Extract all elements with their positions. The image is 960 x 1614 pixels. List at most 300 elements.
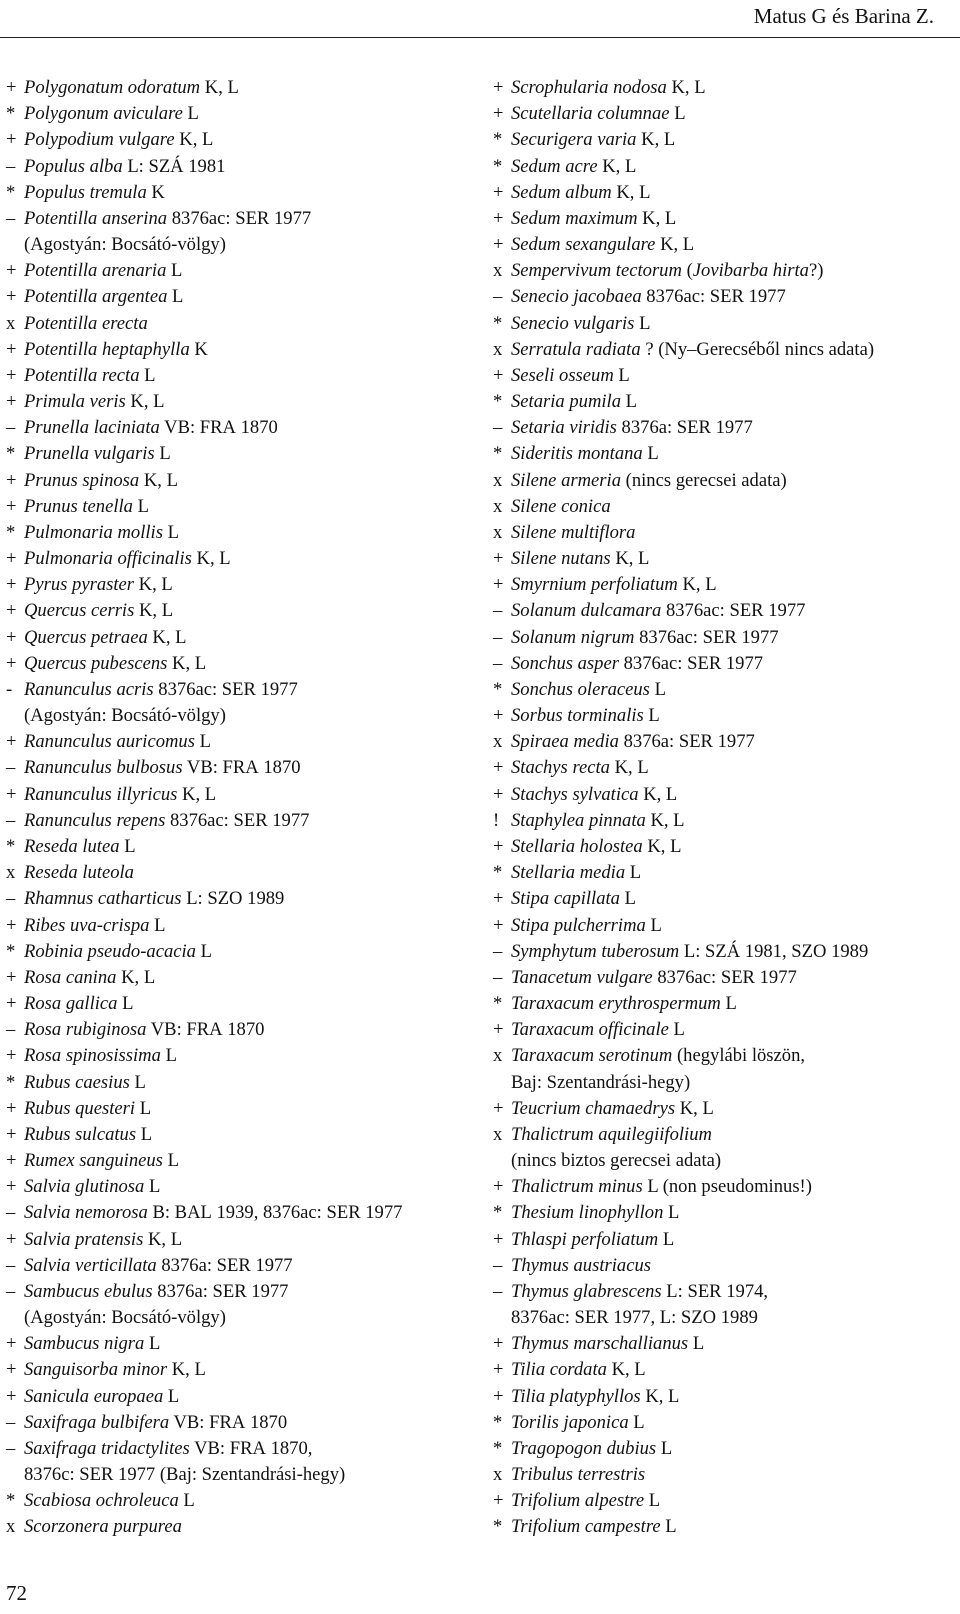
status-mark: + [493,574,504,596]
species-note: L [625,391,638,413]
species-entry [6,913,476,939]
running-head: Matus G és Barina Z. [753,4,934,28]
species-entry [493,232,953,258]
species-name: Sedum album [511,181,612,203]
species-name: Tilia platyphyllos [511,1385,641,1407]
status-mark: + [6,626,17,648]
entry-continuation [493,1148,953,1174]
species-note: L [673,1019,685,1041]
status-mark: – [493,940,503,962]
species-entry [6,1017,476,1043]
species-note: L [633,1411,645,1433]
species-note: L [660,1437,673,1459]
species-note: K, L [204,77,239,98]
status-mark: + [493,234,504,256]
species-entry [493,965,953,991]
species-entry [6,1410,476,1436]
status-mark: + [493,181,504,203]
species-name: Stipa pulcherrima [511,914,646,936]
species-note: K, L [143,469,178,491]
species-name: Stellaria media [511,862,626,884]
species-entry [6,886,476,912]
species-note: 8376ac: SER 1977 [657,966,797,988]
species-name: Sedum acre [511,155,598,177]
status-mark: – [493,1280,503,1302]
status-mark: x [493,731,503,753]
species-name: Stachys recta [511,757,610,779]
species-name: Quercus cerris [24,600,135,622]
species-note: VB: FRA 1870 [186,757,301,779]
species-entry [6,441,476,467]
species-name: Sedum sexangulare [511,234,656,256]
species-note: 8376ac: SER 1977 [665,600,806,622]
status-mark: – [493,1254,503,1276]
species-entry [493,1227,953,1253]
species-entry [6,311,476,337]
species-name: Saxifraga bulbifera [24,1411,170,1433]
species-name: Stellaria holostea [511,835,643,857]
species-note: L [183,1490,195,1512]
species-name: Sambucus nigra [24,1333,145,1355]
species-name: Teucrium chamaedrys [511,1097,676,1119]
species-note: L [648,705,660,727]
species-name: Polygonum aviculare [24,103,183,125]
status-mark: x [493,1464,503,1486]
status-mark: + [493,1228,504,1250]
species-entry [6,1514,476,1540]
species-entry [493,677,953,703]
species-entry [6,1122,476,1148]
species-name: Tilia cordata [511,1359,607,1381]
species-entry [6,1384,476,1410]
species-note: (hegylábi löszön, [676,1045,806,1067]
species-entry [6,494,476,520]
species-entry [493,1200,953,1226]
status-mark: + [493,1359,504,1381]
species-name: Securigera varia [511,129,637,151]
status-mark: * [493,391,503,413]
status-mark: * [493,678,503,700]
species-entry [493,127,953,153]
status-mark: – [493,626,503,648]
species-note: K, L [614,757,649,779]
species-name: Quercus pubescens [24,652,168,674]
species-note: K, L [611,1359,646,1381]
species-entry [6,180,476,206]
species-name: Silene multiflora [511,521,636,543]
species-note: L [171,260,183,282]
status-mark: * [493,1437,503,1459]
species-entry [493,886,953,912]
status-mark: + [6,391,17,413]
species-name: Salvia pratensis [24,1228,144,1250]
left-column [6,75,476,1541]
species-name: Rosa rubiginosa [24,1019,147,1041]
species-entry [6,677,476,703]
species-note: 8376a: SER 1977 [161,1254,293,1276]
species-entry [6,965,476,991]
species-entry [6,468,476,494]
species-name: Pulmonaria officinalis [24,548,192,570]
status-mark: – [6,207,16,229]
species-note: K, L [152,626,187,648]
species-entry [6,1043,476,1069]
status-mark: x [6,862,16,884]
species-entry [6,520,476,546]
species-name: Sorbus torminalis [511,705,644,727]
species-note: L [674,103,686,125]
species-name: Taraxacum serotinum [511,1045,673,1067]
species-name: Solanum dulcamara [511,600,662,622]
species-name: Senecio vulgaris [511,312,635,334]
species-note: K, L [679,1097,714,1119]
species-entry [493,206,953,232]
species-note: L [124,835,136,857]
species-entry [493,1462,953,1488]
species-note: 8376ac: SER 1977, L: SZO 1989 [511,1307,758,1329]
species-entry [6,1331,476,1357]
status-mark: + [493,364,504,386]
species-note: L [662,1228,675,1250]
status-mark: + [493,1019,504,1041]
species-entry [6,1436,476,1462]
species-note: L [668,1202,680,1224]
species-note: K, L [171,1359,206,1381]
species-name: Prunus tenella [24,495,133,517]
status-mark: + [6,993,17,1015]
status-mark: + [6,129,17,151]
status-mark: – [6,809,16,831]
status-mark: * [6,443,16,465]
species-entry [493,546,953,572]
species-entry [6,1148,476,1174]
status-mark: + [493,705,504,727]
species-note: (Agostyán: Bocsátó-völgy) [24,705,226,727]
species-entry [493,468,953,494]
status-mark: * [493,312,503,334]
species-name: Tragopogon dubius [511,1437,657,1459]
species-name: Trifolium campestre [511,1516,661,1538]
species-note: L [140,1123,153,1145]
status-mark: + [493,757,504,779]
status-mark: – [493,966,503,988]
status-mark: * [493,1202,503,1224]
species-note: 8376ac: SER 1977 [646,286,786,308]
species-name: Scorzonera purpurea [24,1516,182,1538]
species-entry [493,1253,953,1279]
species-name: Thymus glabrescens [511,1280,662,1302]
species-name: Potentilla recta [24,364,140,386]
status-mark: + [6,652,17,674]
species-name: Quercus petraea [24,626,148,648]
entry-continuation [493,1305,953,1331]
status-mark: * [6,1071,16,1093]
status-mark: + [6,1385,17,1407]
species-entry [493,1357,953,1383]
status-mark: x [493,260,503,282]
species-name: Ranunculus acris [24,678,154,700]
species-note: L [692,1333,705,1355]
species-name: Pyrus pyraster [24,574,135,596]
species-name: Potentilla erecta [24,312,148,334]
species-entry [493,1096,953,1122]
species-note: L: SZÁ 1981 [127,155,226,177]
species-entry [493,1488,953,1514]
species-note: K, L [682,574,717,596]
status-mark: x [6,312,16,334]
species-note: K, L [130,391,165,413]
species-note: 8376a: SER 1977 [623,731,755,753]
status-mark: + [6,1045,17,1067]
species-entry [6,1357,476,1383]
species-entry [493,834,953,860]
status-mark: x [493,1045,503,1067]
species-entry [6,782,476,808]
species-name: Rubus caesius [24,1071,130,1093]
status-mark: x [493,469,503,491]
species-note: K, L [602,155,637,177]
status-mark: + [6,286,17,308]
status-mark: + [493,914,504,936]
species-entry [493,1043,953,1069]
species-entry [493,284,953,310]
status-mark: x [493,521,503,543]
species-entry [6,860,476,886]
species-name: Sambucus ebulus [24,1280,153,1302]
entry-continuation [6,1305,476,1331]
status-mark: + [6,1176,17,1198]
species-name: Thymus austriacus [511,1254,651,1276]
species-entry [493,311,953,337]
species-name: Sanguisorba minor [24,1359,168,1381]
species-note: L: SZO 1989 [186,888,285,910]
species-entry [493,651,953,677]
species-name: Senecio jacobaea [511,286,642,308]
species-note: 8376c: SER 1977 (Baj: Szentandrási-hegy) [24,1464,346,1486]
species-note: L [647,443,659,465]
species-name: Populus tremula [24,181,147,203]
status-mark: + [493,1385,504,1407]
status-mark: – [6,888,16,910]
status-mark: + [493,77,504,98]
species-name: Silene conica [511,495,611,517]
species-name: Rhamnus catharticus [24,888,182,910]
status-mark: – [493,600,503,622]
species-note: K, L [138,574,173,596]
species-note: L [172,286,184,308]
species-note: L [639,312,651,334]
status-mark: – [6,1411,16,1433]
species-entry [6,101,476,127]
species-note: L [165,1045,177,1067]
species-note: VB: FRA 1870 [150,1019,265,1041]
page-number: 72 [6,1581,27,1605]
status-mark: x [493,495,503,517]
species-name: Scrophularia nodosa [511,77,667,98]
right-column [493,75,953,1541]
species-entry [6,598,476,624]
species-entry [6,546,476,572]
species-name: Staphylea pinnata [511,809,646,831]
species-note: L [159,443,171,465]
species-entry [6,991,476,1017]
species-note: L [154,914,166,936]
species-entry [6,154,476,180]
species-entry [6,415,476,441]
species-note: K, L [660,234,695,256]
species-entry [6,729,476,755]
status-mark: * [493,1411,503,1433]
status-mark: + [493,888,504,910]
species-note: K, L [147,1228,183,1250]
species-note: L [200,940,212,962]
species-note: K, L [196,548,231,570]
status-mark: * [493,862,503,884]
species-note: L [139,1097,152,1119]
status-mark: + [6,1228,17,1250]
species-note: K, L [642,207,677,229]
species-entry [493,520,953,546]
species-note: K, L [179,129,214,151]
species-note: L [618,364,630,386]
species-entry [6,625,476,651]
species-name: Sanicula europaea [24,1385,164,1407]
species-entry [6,75,476,101]
header-rule [0,37,960,38]
species-name: Ribes uva-crispa [24,914,150,936]
species-name: Silene nutans [511,548,611,570]
status-mark: – [6,155,16,177]
species-entry [493,782,953,808]
species-entry [493,625,953,651]
species-note: (Jovibarba hirta?) [686,260,824,282]
species-entry [493,939,953,965]
species-entry [6,127,476,153]
status-mark: + [6,338,17,360]
species-note: L: SER 1974, [666,1280,769,1302]
species-note: K, L [615,548,650,570]
species-name: Serratula radiata [511,338,641,360]
species-note: L [654,678,666,700]
species-entry [6,1253,476,1279]
species-entry [493,494,953,520]
status-mark: – [6,1437,16,1459]
species-note: L [149,1333,161,1355]
species-name: Thalictrum aquilegiifolium [511,1123,712,1145]
species-entry [6,1227,476,1253]
species-name: Reseda lutea [24,835,120,857]
species-entry [6,1200,476,1226]
status-mark: – [493,417,503,439]
species-entry [6,284,476,310]
status-mark: + [493,1097,504,1119]
species-entry [6,1070,476,1096]
species-note: L [134,1071,146,1093]
species-entry [6,1488,476,1514]
species-note: VB: FRA 1870, [194,1437,313,1459]
status-mark: + [493,103,504,125]
species-name: Setaria viridis [511,417,617,439]
species-entry [493,755,953,781]
species-note: K, L [616,181,651,203]
species-name: Populus alba [24,155,123,177]
status-mark: * [493,129,503,151]
species-entry [493,1279,953,1305]
status-mark: * [6,940,16,962]
species-name: Taraxacum erythrospermum [511,993,721,1015]
species-entry [493,1410,953,1436]
species-name: Polygonatum odoratum [24,77,201,98]
entry-continuation [493,1070,953,1096]
species-entry [6,337,476,363]
species-note: 8376ac: SER 1977 [171,207,312,229]
species-name: Potentilla heptaphylla [24,338,190,360]
species-entry [493,154,953,180]
species-entry [493,441,953,467]
status-mark: + [493,1490,504,1512]
species-entry [493,913,953,939]
status-mark: + [6,364,17,386]
species-note: K [194,338,208,360]
species-name: Prunella laciniata [24,417,160,439]
status-mark: + [6,1333,17,1355]
status-mark: – [6,417,16,439]
status-mark: * [6,103,16,125]
species-entry [493,808,953,834]
species-name: Scabiosa ochroleuca [24,1490,179,1512]
species-note: 8376ac: SER 1977 [169,809,310,831]
species-note: 8376a: SER 1977 [157,1280,289,1302]
species-note: K, L [139,600,174,622]
species-note: VB: FRA 1870 [173,1411,288,1433]
species-entry [6,258,476,284]
status-mark: + [6,574,17,596]
species-note: 8376ac: SER 1977 [639,626,779,648]
species-entry [493,258,953,284]
species-entry [6,651,476,677]
species-name: Saxifraga tridactylites [24,1437,190,1459]
species-note: Baj: Szentandrási-hegy) [511,1071,691,1093]
species-note: L [199,731,211,753]
species-name: Salvia verticillata [24,1254,157,1276]
species-note: VB: FRA 1870 [164,417,278,439]
status-mark: * [493,993,503,1015]
species-name: Sideritis montana [511,443,643,465]
species-note: K, L [121,966,156,988]
species-name: Stachys sylvatica [511,783,639,805]
species-entry [6,755,476,781]
status-mark: * [493,1516,503,1538]
species-note: K [151,181,165,203]
species-name: Smyrnium perfoliatum [511,574,678,596]
species-entry [493,598,953,624]
species-note: L [624,888,636,910]
species-name: Tanacetum vulgare [511,966,653,988]
species-name: Rubus sulcatus [24,1123,137,1145]
species-note: L [167,521,179,543]
species-note: L [149,1176,161,1198]
species-name: Ranunculus illyricus [24,783,178,805]
species-note: K, L [671,77,706,98]
species-name: Thymus marschallianus [511,1333,689,1355]
species-name: Torilis japonica [511,1411,629,1433]
species-note: ? (Ny–Gerecséből nincs adata) [645,338,875,360]
species-note: L [725,993,737,1015]
species-name: Potentilla arenaria [24,260,167,282]
entry-continuation [6,703,476,729]
status-mark: + [6,1097,17,1119]
species-name: Reseda luteola [24,862,134,884]
